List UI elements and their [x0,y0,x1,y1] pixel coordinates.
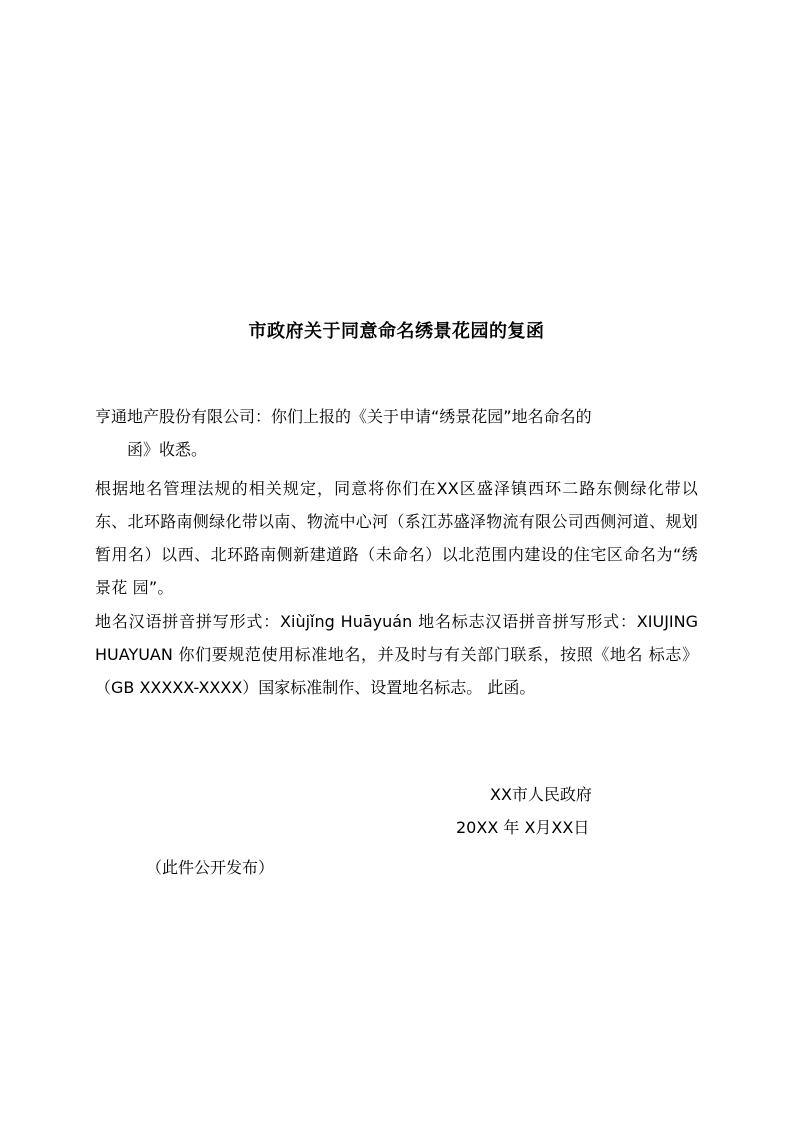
signature-date: 20XX 年 X月XX日 [456,818,590,837]
main-paragraph: 根据地名管理法规的相关规定，同意将你们在XX区盛泽镇西环二路东侧绿化带以东、北环路南侧绿化带以南、物流中心河（系江苏盛泽物流有限公司西侧河道、规划暂用名）以西、北环路南侧新建道路（未命名）以北范围内建设的住宅区命名为“绣景花 园”。 [95,479,698,597]
salutation-line-2: 函》收悉。 [127,440,208,459]
salutation-paragraph [95,400,698,466]
public-release-note: （此件公开发布） [146,858,275,877]
document-title: 市政府关于同意命名绣景花园的复函 [248,321,545,342]
signature-organization: XX市人民政府 [490,785,592,804]
salutation-line-1: 亨通地产股份有限公司：你们上报的《关于申请“绣景花园”地名命名的 [95,407,592,426]
pinyin-paragraph: 地名汉语拼音拼写形式：Xiùjǐng Huāyuán 地名标志汉语拼音拼写形式：XIUJING HUAYUAN 你们要规范使用标准地名，并及时与有关部门联系，按照《地名 标志》（GB XXXXX-XXXX）国家标准制作、设置地名标志。 此函。 [95,612,698,697]
